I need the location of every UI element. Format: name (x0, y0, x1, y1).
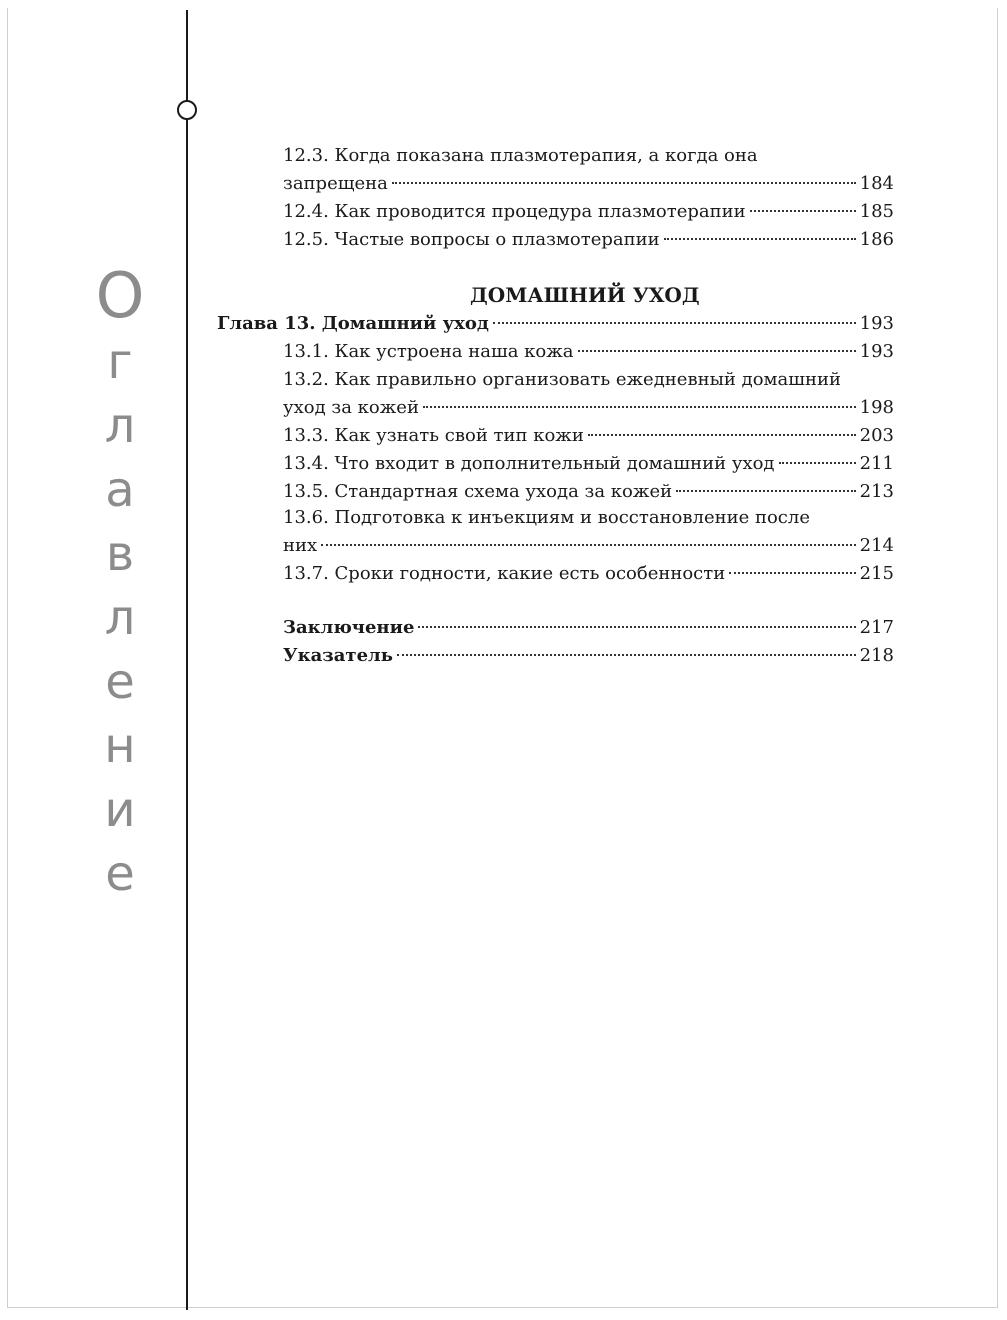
toc-entry-12-5[interactable] (283, 226, 894, 254)
toc-entry-text: 13.1. Как устроена наша кожа (283, 341, 574, 362)
dot-leader (750, 210, 856, 212)
page-number: 213 (859, 481, 894, 502)
toc-chapter-13-heading[interactable] (217, 310, 894, 338)
side-title-letter: г (107, 334, 133, 390)
toc-entry-13-6[interactable] (283, 532, 894, 560)
toc-entry-index[interactable] (283, 642, 894, 670)
toc-entry-text: 12.4. Как проводится процедура плазмотерапии (283, 201, 746, 222)
side-title-letter: а (105, 462, 135, 518)
page-number: 193 (859, 313, 894, 334)
side-title-letter: е (105, 654, 135, 710)
dot-leader (392, 182, 856, 184)
page-number: 215 (859, 563, 894, 584)
page-number: 198 (859, 397, 894, 418)
dot-leader (418, 626, 855, 628)
page-number: 186 (859, 229, 894, 250)
section-title: ДОМАШНИЙ УХОД (470, 283, 700, 307)
toc-entry-text: 13.7. Сроки годности, какие есть особенности (283, 563, 726, 584)
toc-entry-text: 13.5. Стандартная схема ухода за кожей (283, 481, 673, 502)
page-number: 193 (859, 341, 894, 362)
side-title-letter: О (95, 259, 145, 332)
side-title-letter: л (104, 590, 136, 646)
side-title-letter: н (104, 718, 136, 774)
toc-entry-13-6-line1: 13.6. Подготовка к инъекциям и восстановление после (283, 507, 810, 528)
toc-entry-13-2[interactable] (283, 394, 894, 422)
dot-leader (578, 350, 856, 352)
toc-entry-text: Глава 13. Домашний уход (217, 313, 489, 334)
side-title-letter: в (105, 526, 135, 582)
toc-entry-13-3[interactable] (283, 422, 894, 450)
side-title-letter: и (104, 782, 136, 838)
dot-leader (493, 322, 856, 324)
side-title-vertical (78, 259, 162, 906)
toc-entry-text: Указатель (283, 645, 393, 666)
toc-entry-12-4[interactable] (283, 198, 894, 226)
toc-entry-text: 13.3. Как узнать свой тип кожи (283, 425, 584, 446)
side-title-letter: л (104, 398, 136, 454)
toc-entry-12-3[interactable] (283, 170, 894, 198)
toc-entry-13-5[interactable] (283, 478, 894, 506)
rule-circle-ornament (177, 100, 197, 120)
page-number: 214 (859, 535, 894, 556)
toc-entry-text: уход за кожей (283, 397, 419, 418)
toc-entry-13-7[interactable] (283, 560, 894, 588)
dot-leader (397, 654, 856, 656)
toc-entry-13-4[interactable] (283, 450, 894, 478)
toc-entry-12-3-line1: 12.3. Когда показана плазмотерапия, а когда она (283, 145, 758, 166)
toc-entry-text: запрещена (283, 173, 388, 194)
dot-leader (321, 544, 855, 546)
page-number: 184 (859, 173, 894, 194)
dot-leader (664, 238, 856, 240)
toc-entry-text: них (283, 535, 318, 556)
page-number: 217 (859, 617, 894, 638)
dot-leader (588, 434, 856, 436)
dot-leader (423, 406, 856, 408)
dot-leader (676, 490, 856, 492)
toc-entry-conclusion[interactable] (283, 614, 894, 642)
page-number: 185 (859, 201, 894, 222)
vertical-rule (186, 10, 188, 1310)
toc-entry-text: 13.4. Что входит в дополнительный домашний уход (283, 453, 775, 474)
toc-entry-text: 12.5. Частые вопросы о плазмотерапии (283, 229, 660, 250)
page-number: 211 (859, 453, 894, 474)
page-number: 203 (859, 425, 894, 446)
side-title-letter: е (105, 846, 135, 902)
toc-entry-text: Заключение (283, 617, 415, 638)
toc-entry-13-1[interactable] (283, 338, 894, 366)
toc-entry-13-2-line1: 13.2. Как правильно организовать ежедневный домашний (283, 369, 841, 390)
dot-leader (779, 462, 856, 464)
page-number: 218 (859, 645, 894, 666)
dot-leader (729, 572, 855, 574)
